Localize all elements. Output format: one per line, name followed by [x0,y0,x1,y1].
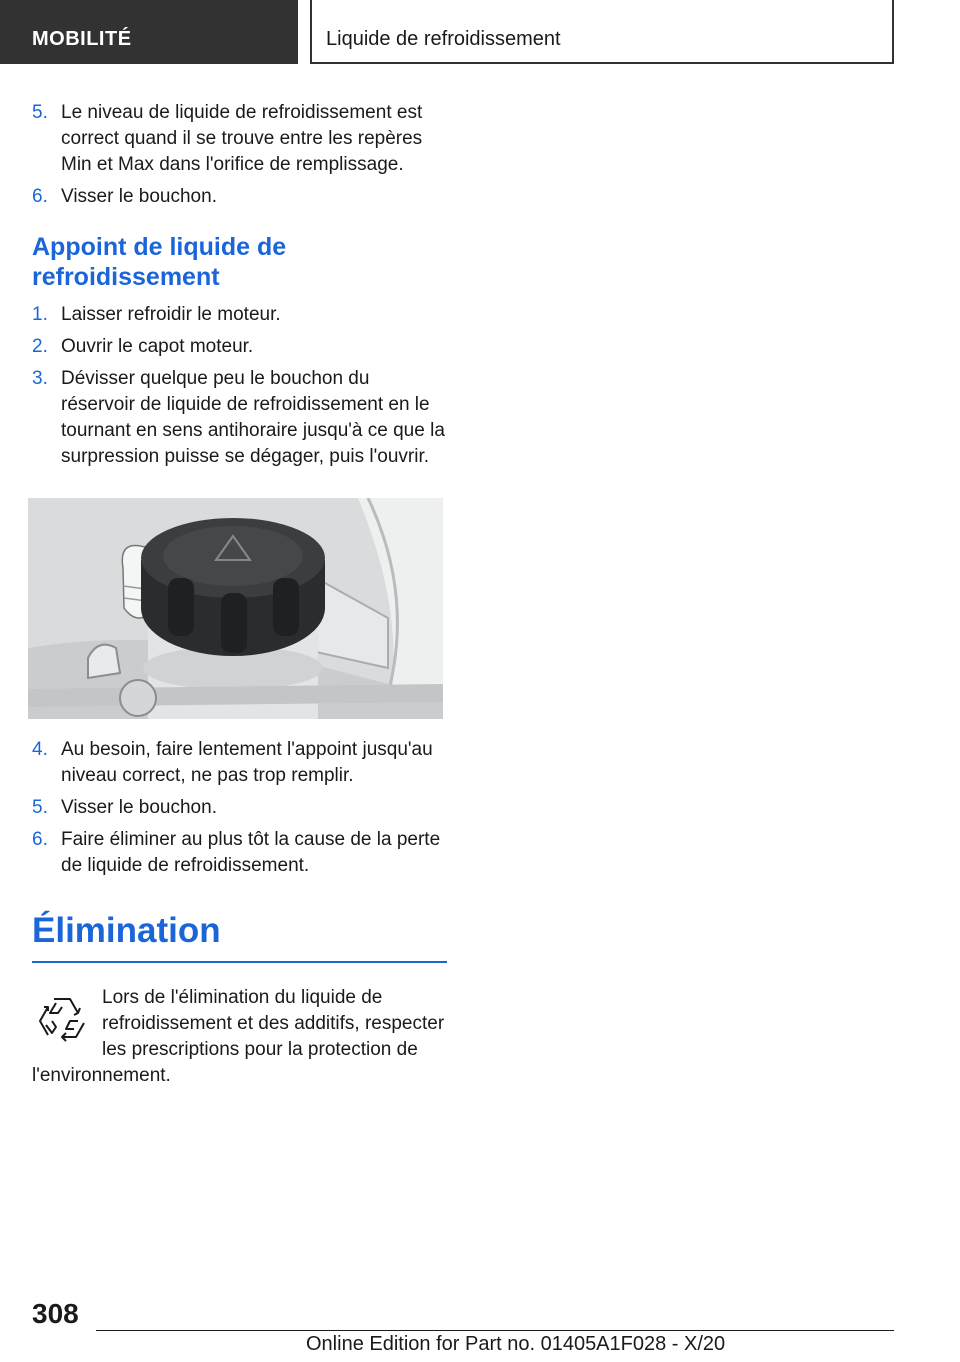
list-item [32,795,447,821]
step-text: Laisser refroidir le moteur. [61,304,281,325]
list-item [32,737,447,789]
header-chapter-label: Liquide de refroidissement [326,28,561,50]
step-number: 5. [32,102,48,123]
page-number: 308 [32,1298,79,1329]
footer-edition: Online Edition for Part no. 01405A1F028 - X/20 [306,1333,726,1355]
step-text: Visser le bouchon. [61,186,217,207]
step-text: Faire éliminer au plus tôt la cause de la perte de liquide de refroidissement. [61,829,441,876]
header-chapter-box [310,0,894,64]
step-number: 2. [32,336,48,357]
step-text: Ouvrir le capot moteur. [61,336,254,357]
list-item [32,366,447,470]
list-item [32,827,447,879]
recycle-icon [34,991,90,1047]
environment-note [32,985,447,1089]
step-number: 3. [32,368,48,389]
environment-note-text: Lors de l'élimination du liquide de refroidissement et des additifs, respecter les prescriptions pour la protection de l'environnement. [32,987,445,1086]
step-number: 4. [32,739,48,760]
footer-divider [96,1330,894,1331]
step-number: 6. [32,829,48,850]
step-text: Le niveau de liquide de refroidissement est correct quand il se trouve entre les repères Min et Max dans l'orifice de remplissage. [61,102,423,175]
list-item [32,302,447,328]
coolant-cap-photo [28,498,443,719]
step-text: Dévisser quelque peu le bouchon du réservoir de liquide de refroidissement en le tournant en sens antihoraire jusqu'à ce que la surpression puisse se dégager, puis l'ouvrir. [61,368,445,467]
content-column [32,100,447,1089]
step-text: Au besoin, faire lentement l'appoint jusqu'au niveau correct, ne pas trop remplir. [61,739,433,786]
step-number: 5. [32,797,48,818]
section-heading-elimination: Élimination [32,909,447,963]
header-section-label: MOBILITÉ [32,28,132,50]
list-item [32,100,447,178]
section-heading-appoint: Appoint de liquide de refroidissement [32,233,287,291]
list-item [32,184,447,210]
step-text: Visser le bouchon. [61,797,217,818]
step-number: 6. [32,186,48,207]
list-item [32,334,447,360]
header-section-tab [0,0,298,64]
step-number: 1. [32,304,48,325]
